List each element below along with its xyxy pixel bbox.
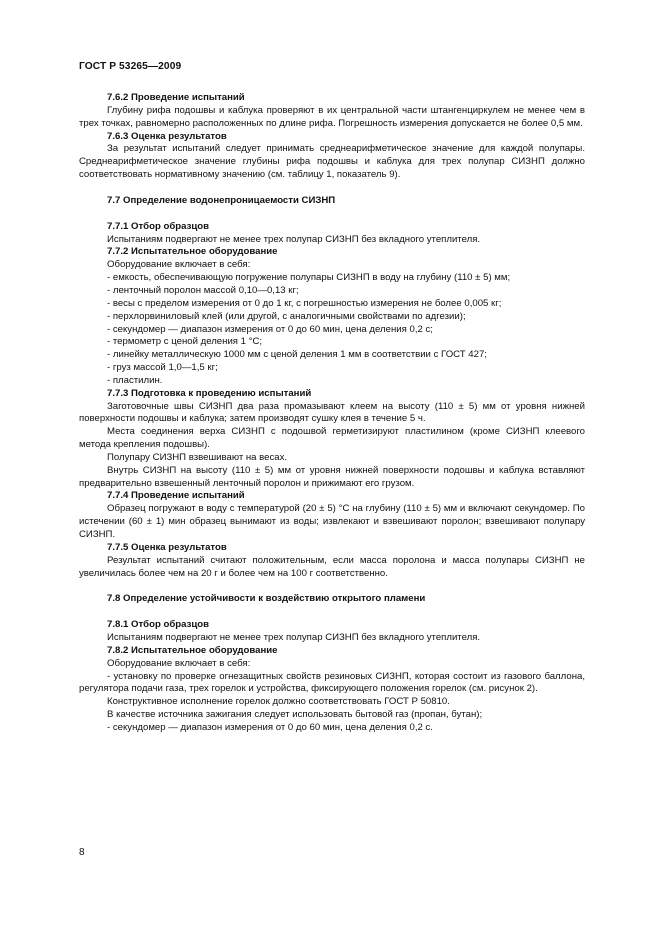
heading-7-7-1: 7.7.1 Отбор образцов xyxy=(107,220,209,232)
paragraph: Оборудование включает в себя: xyxy=(107,259,251,271)
paragraph: Испытаниям подвергают не менее трех полупар СИЗНП без вкладного утеплителя. xyxy=(107,233,481,245)
list-item: - установку по проверке огнезащитных свойств резиновых СИЗНП, которая состоит из газового баллона, регулятора подачи газа, трех горелок и устройства, фиксирующего положения горелок (см. рисунок 2). xyxy=(79,670,585,695)
list-item: - пластилин. xyxy=(107,374,163,386)
paragraph: Глубину рифа подошвы и каблука проверяют в их центральной части штангенциркулем не менее чем в трех точках, равномерно расположенных по длине рифа. Погрешность измерения допускается не более 0,5 мм. xyxy=(79,104,585,129)
list-item: - термометр с ценой деления 1 °С; xyxy=(107,336,263,348)
list-item: - секундомер — диапазон измерения от 0 до 60 мин, цена деления 0,2 с; xyxy=(107,323,433,335)
heading-7-6-2: 7.6.2 Проведение испытаний xyxy=(107,92,245,103)
list-item: - секундомер — диапазон измерения от 0 до 60 мин, цена деления 0,2 с. xyxy=(107,721,433,733)
paragraph: Образец погружают в воду с температурой (20 ± 5) °С на глубину (110 ± 5) мм и включают секундомер. По истечении (60 ± 1) мин образец вынимают из воды; извлекают и взвешивают поролон; взвешивают полупару СИЗНП. xyxy=(79,503,585,540)
list-item: - весы с пределом измерения от 0 до 1 кг, с погрешностью измерения не более 0,005 кг; xyxy=(107,297,502,309)
list-item: - груз массой 1,0—1,5 кг; xyxy=(107,362,218,374)
paragraph: Заготовочные швы СИЗНП два раза промазывают клеем на высоту (110 ± 5) мм от уровня нижней поверхности подошвы и каблука; затем производят сушку клея в течение 5 ч. xyxy=(79,400,585,425)
heading-7-7-2: 7.7.2 Испытательное оборудование xyxy=(107,246,278,258)
heading-7-6-3: 7.6.3 Оценка результатов xyxy=(107,130,227,142)
heading-7-8-2: 7.8.2 Испытательное оборудование xyxy=(107,644,278,656)
heading-7-7-3: 7.7.3 Подготовка к проведению испытаний xyxy=(107,387,312,399)
list-item: - линейку металлическую 1000 мм с ценой деления 1 мм в соответствии с ГОСТ 427; xyxy=(107,349,487,361)
section-heading-7-8: 7.8 Определение устойчивости к воздействию открытого пламени xyxy=(107,593,426,605)
paragraph: Места соединения верха СИЗНП с подошвой герметизируют пластилином (кроме СИЗНП клеевого метода крепления подошвы). xyxy=(79,426,585,451)
list-item: - перхлорвиниловый клей (или другой, с аналогичными свойствами по адгезии); xyxy=(107,310,466,322)
paragraph: Внутрь СИЗНП на высоту (110 ± 5) мм от уровня нижней поверхности подошвы и каблука вставляют предварительно взвешенный ленточный поролон и прижимают его грузом. xyxy=(79,464,585,489)
paragraph: В качестве источника зажигания следует использовать бытовой газ (пропан, бутан); xyxy=(107,709,483,721)
section-heading-7-7: 7.7 Определение водонепроницаемости СИЗНП xyxy=(107,194,336,206)
document-code: ГОСТ Р 53265—2009 xyxy=(79,61,182,72)
list-item: - ленточный поролон массой 0,10—0,13 кг; xyxy=(107,284,299,296)
heading-7-7-5: 7.7.5 Оценка результатов xyxy=(107,541,227,553)
document-body xyxy=(79,92,585,735)
heading-7-8-1: 7.8.1 Отбор образцов xyxy=(107,619,209,631)
paragraph: За результат испытаний следует принимать среднеарифметическое значение для каждой полупары. Среднеарифметическое значение глубины рифа подошвы и каблука для трех полупар СИЗНП должно соответствовать нормативному значению (см. таблицу 1, показатель 9). xyxy=(79,143,585,181)
heading-7-7-4: 7.7.4 Проведение испытаний xyxy=(107,490,245,502)
paragraph: Полупару СИЗНП взвешивают на весах. xyxy=(107,451,288,463)
page-number: 8 xyxy=(79,847,85,858)
paragraph: Конструктивное исполнение горелок должно соответствовать ГОСТ Р 50810. xyxy=(107,696,450,708)
paragraph: Испытаниям подвергают не менее трех полупар СИЗНП без вкладного утеплителя. xyxy=(107,632,481,644)
paragraph: Оборудование включает в себя: xyxy=(107,657,251,669)
list-item: - емкость, обеспечивающую погружение полупары СИЗНП в воду на глубину (110 ± 5) мм; xyxy=(107,272,511,284)
paragraph: Результат испытаний считают положительным, если масса поролона и масса полупары СИЗНП не увеличилась более чем на 20 г и более чем на 100 г соответственно. xyxy=(79,554,585,579)
